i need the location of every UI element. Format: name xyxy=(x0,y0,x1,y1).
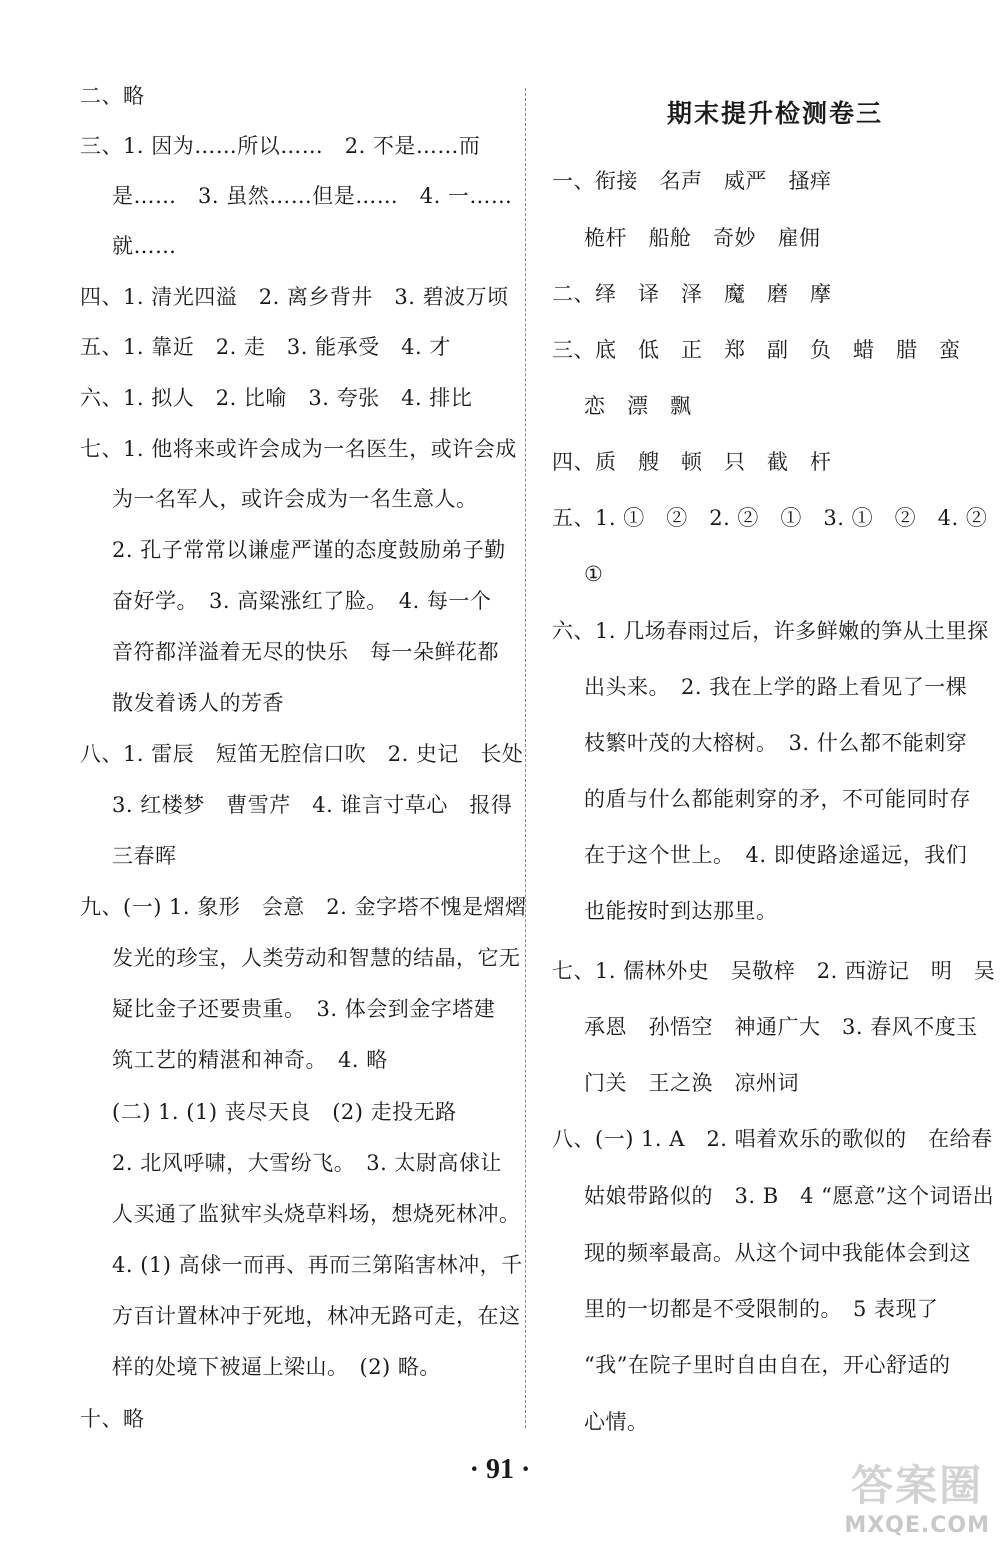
answer-line: 门关 王之涣 凉州词 xyxy=(584,1071,799,1095)
answer-line: 疑比金子还要贵重。 3. 体会到金字塔建 xyxy=(112,997,496,1021)
answer-line: (二) 1. (1) 丧尽天良 (2) 走投无路 xyxy=(112,1100,457,1124)
answer-line: 2. 北风呼啸，大雪纷飞。 3. 太尉高俅让 xyxy=(112,1151,502,1175)
answer-line: 三、底 低 正 郑 副 负 蜡 腊 蛮 xyxy=(552,338,961,362)
watermark-logo xyxy=(844,1453,990,1538)
answer-line: 散发着诱人的芳香 xyxy=(112,691,284,715)
watermark-url: MXQE.COM xyxy=(844,1513,990,1538)
answer-line: 姑娘带路似的 3. B 4 “愿意”这个词语出 xyxy=(584,1184,995,1208)
answer-line: 六、1. 拟人 2. 比喻 3. 夸张 4. 排比 xyxy=(80,386,473,410)
answer-line: 4. (1) 高俅一而再、再而三第陷害林冲，千 xyxy=(112,1253,523,1277)
answer-line: 二、略 xyxy=(80,84,145,108)
answer-line: 五、1. 靠近 2. 走 3. 能承受 4. 才 xyxy=(80,335,451,359)
answer-line: 八、1. 雷辰 短笛无腔信口吹 2. 史记 长处 xyxy=(80,742,524,766)
answer-line: 样的处境下被逼上梁山。 (2) 略。 xyxy=(112,1355,441,1379)
answer-line: 枝繁叶茂的大榕树。 3. 什么都不能刺穿 xyxy=(584,731,968,755)
answer-line: 七、1. 儒林外史 吴敬梓 2. 西游记 明 吴 xyxy=(552,959,996,983)
answer-line: 发光的珍宝，人类劳动和智慧的结晶，它无 xyxy=(112,946,521,970)
answer-line: 在于这个世上。 4. 即使路途遥远，我们 xyxy=(584,843,968,867)
answer-line: 就…… xyxy=(112,234,177,258)
answer-line: 十、略 xyxy=(80,1407,145,1431)
answer-line: 方百计置林冲于死地，林冲无路可走，在这 xyxy=(112,1304,521,1328)
answer-line: 也能按时到达那里。 xyxy=(584,899,778,923)
answer-line: 七、1. 他将来或许会成为一名医生，或许会成 xyxy=(80,437,517,461)
answer-line: 八、(一) 1. A 2. 唱着欢乐的歌似的 在给春 xyxy=(552,1127,993,1151)
answer-line: 二、绎 译 泽 魔 磨 摩 xyxy=(552,282,832,306)
answer-line: 奋好学。 3. 高粱涨红了脸。 4. 每一个 xyxy=(112,589,492,613)
answer-line: 筑工艺的精湛和神奇。 4. 略 xyxy=(112,1048,388,1072)
answer-line: 承恩 孙悟空 神通广大 3. 春风不度玉 xyxy=(584,1015,978,1039)
column-divider xyxy=(525,88,526,1428)
answer-line: 现的频率最高。从这个词中我能体会到这 xyxy=(584,1241,971,1265)
answer-line: 恋 漂 飘 xyxy=(584,394,692,418)
answer-line: 2. 孔子常常以谦虚严谨的态度鼓励弟子勤 xyxy=(112,538,506,562)
answer-line: 为一名军人，或许会成为一名生意人。 xyxy=(112,487,478,511)
answer-line: 九、(一) 1. 象形 会意 2. 金字塔不愧是熠熠 xyxy=(80,895,527,919)
answer-line: 三、1. 因为……所以…… 2. 不是……而 xyxy=(80,134,481,158)
answer-line: 六、1. 几场春雨过后，许多鲜嫩的笋从土里探 xyxy=(552,619,989,643)
answer-line: 四、1. 清光四溢 2. 离乡背井 3. 碧波万顷 xyxy=(80,285,509,309)
answer-line: “我”在院子里时自由自在，开心舒适的 xyxy=(584,1353,951,1377)
answer-line: 四、质 艘 顿 只 截 杆 xyxy=(552,450,832,474)
answer-line: 音符都洋溢着无尽的快乐 每一朵鲜花都 xyxy=(112,640,499,664)
answer-line: 是…… 3. 虽然……但是…… 4. 一…… xyxy=(112,184,513,208)
answer-line: 心情。 xyxy=(584,1410,649,1434)
answer-line: 人买通了监狱牢头烧草料场，想烧死林冲。 xyxy=(112,1202,521,1226)
answer-line: 3. 红楼梦 曹雪芹 4. 谁言寸草心 报得 xyxy=(112,793,513,817)
answer-line: 三春晖 xyxy=(112,844,177,868)
answer-line: 出头来。 2. 我在上学的路上看见了一棵 xyxy=(584,675,968,699)
answer-line: 桅杆 船舱 奇妙 雇佣 xyxy=(584,226,821,250)
answer-line: 里的一切都是不受限制的。 5 表现了 xyxy=(584,1297,939,1321)
answer-line: ① xyxy=(584,562,604,586)
watermark-text: 答案圈 xyxy=(851,1461,984,1510)
answer-line: 五、1. ① ② 2. ② ① 3. ① ② 4. ② xyxy=(552,506,988,530)
answer-line: 一、衔接 名声 威严 搔痒 xyxy=(552,169,832,193)
answer-line: 的盾与什么都能刺穿的矛，不可能同时存 xyxy=(584,787,971,811)
section-title: 期末提升检测卷三 xyxy=(666,99,883,128)
page-number: · 91 · xyxy=(469,1454,531,1485)
